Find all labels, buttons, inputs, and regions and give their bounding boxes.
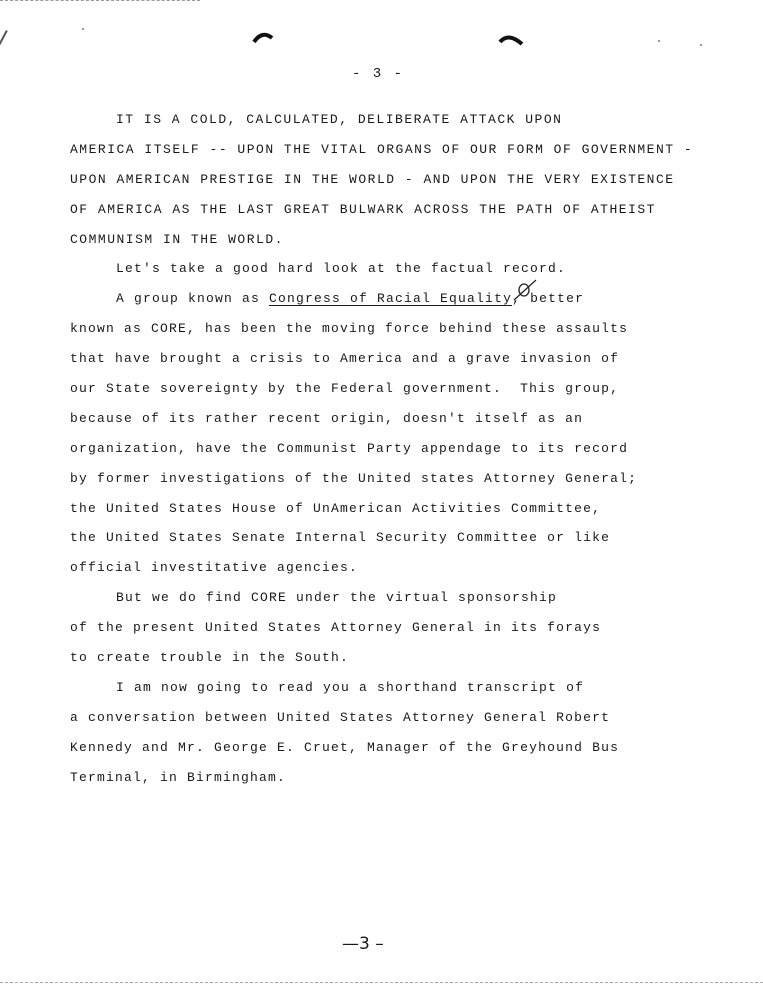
- text-line: of the present United States Attorney General in its forays: [70, 620, 602, 636]
- text-line: official investitative agencies.: [70, 560, 359, 576]
- text-line: our State sovereignty by the Federal government. This group,: [70, 381, 620, 397]
- punch-hole-mark-right: [498, 32, 518, 44]
- text-line: that have brought a crisis to America and a grave invasion of: [70, 351, 620, 367]
- text-line: the United States Senate Internal Security Committee or like: [70, 530, 611, 546]
- text-line: to create trouble in the South.: [70, 650, 350, 666]
- handwritten-correction-mark: [510, 278, 540, 306]
- text-line: Terminal, in Birmingham.: [70, 769, 287, 785]
- text-line: because of its rather recent origin, doesn't itself as an: [70, 410, 584, 426]
- scan-speck: [700, 44, 702, 46]
- text-line: OF AMERICA AS THE LAST GREAT BULWARK ACROSS THE PATH OF ATHEIST: [70, 201, 656, 217]
- text-line: Let's take a good hard look at the factual record.: [116, 261, 567, 277]
- text-line: COMMUNISM IN THE WORLD.: [70, 231, 284, 247]
- text-line: UPON AMERICAN PRESTIGE IN THE WORLD - AND UPON THE VERY EXISTENCE: [70, 171, 675, 187]
- text-line: IT IS A COLD, CALCULATED, DELIBERATE ATTACK UPON: [116, 112, 563, 127]
- binder-mark: [0, 30, 8, 68]
- text-fragment: , better: [512, 291, 585, 307]
- text-line: by former investigations of the United states Attorney General;: [70, 470, 638, 486]
- text-line: Kennedy and Mr. George E. Cruet, Manager of the Greyhound Bus: [70, 739, 620, 755]
- scan-edge-bottom: [0, 982, 763, 984]
- text-line: [70, 289, 710, 319]
- text-line: organization, have the Communist Party appendage to its record: [70, 440, 629, 456]
- punch-hole-mark-left: [252, 30, 272, 42]
- text-line: But we do find CORE under the virtual sponsorship: [116, 590, 558, 606]
- underlined-organization-name: Congress of Racial Equality: [269, 291, 513, 307]
- page-number-bottom: —3 –: [342, 934, 384, 954]
- text-line: known as CORE, has been the moving force behind these assaults: [70, 321, 629, 337]
- document-body: [70, 110, 710, 797]
- text-line: AMERICA ITSELF -- UPON THE VITAL ORGANS OF OUR FORM OF GOVERNMENT -: [70, 141, 694, 157]
- text-line: I am now going to read you a shorthand transcript of: [116, 679, 585, 695]
- scan-edge-top: [0, 0, 200, 3]
- text-line: a conversation between United States Attorney General Robert: [70, 709, 611, 725]
- scan-speck: [658, 40, 660, 42]
- page-number-top: - 3 -: [352, 66, 405, 82]
- scan-speck: [82, 28, 84, 30]
- text-fragment: A group known as: [116, 291, 270, 307]
- text-line: the United States House of UnAmerican Activities Committee,: [70, 500, 602, 516]
